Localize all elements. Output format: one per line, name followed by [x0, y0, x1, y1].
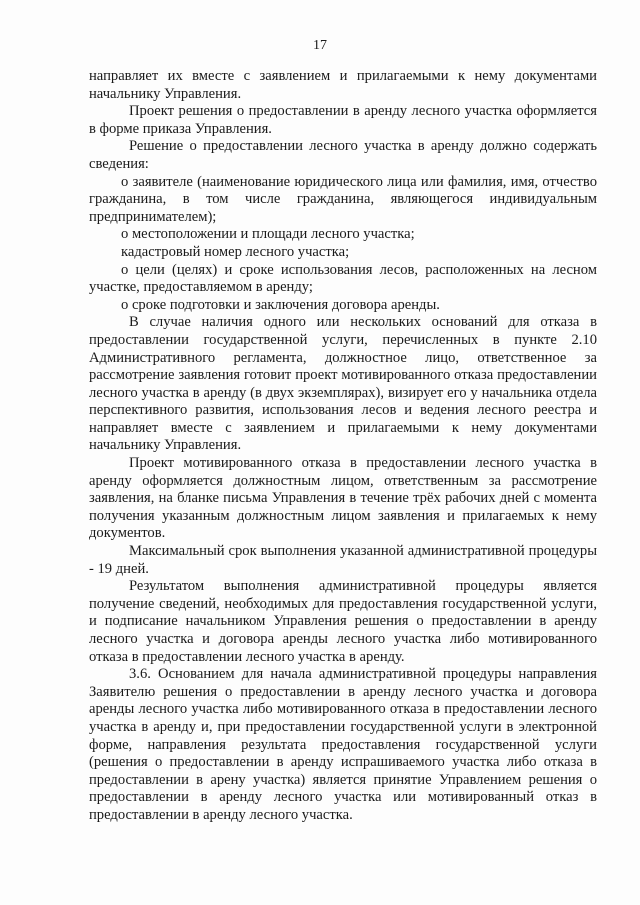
document-body	[89, 68, 597, 825]
list-item: кадастровый номер лесного участка;	[121, 243, 350, 260]
paragraph: Максимальный срок выполнения указанной административной процедуры - 19 дней.	[89, 543, 597, 577]
paragraph: Решение о предоставлении лесного участка в аренду должно содержать сведения:	[89, 138, 597, 172]
page-number: 17	[313, 38, 327, 53]
paragraph: направляет их вместе с заявлением и прилагаемыми к нему документами начальнику Управления.	[89, 68, 597, 102]
paragraph: Результатом выполнения административной процедуры является получение сведений, необходимых для предоставления государственной услуги, и подписание начальником Управления решения о предоставлении в аренду лесного участка и договора аренды лесного участка либо мотивированного отказа в предоставлении лесного участка в аренду.	[89, 578, 597, 665]
paragraph: В случае наличия одного или нескольких оснований для отказа в предоставлении государственной услуги, перечисленных в пункте 2.10 Административного регламента, должностное лицо, ответственное за рассмотрение заявления готовит проект мотивированного отказа предоставлении лесного участка в аренду (в двух экземплярах), визирует его у начальника отдела перспективного развития, использования лесов и ведения лесного реестра и направляет вместе с заявлением и прилагаемыми к нему документами начальнику Управления.	[89, 314, 597, 454]
list-item: о сроке подготовки и заключения договора аренды.	[121, 296, 440, 313]
list-item: о заявителе (наименование юридического лица или фамилия, имя, отчество гражданина, в том числе гражданина, являющегося индивидуальным предпринимателем);	[89, 173, 597, 225]
section-paragraph: 3.6. Основанием для начала административной процедуры направления Заявителю решения о предоставлении в аренду лесного участка и договора аренды лесного участка либо мотивированного отказа в предоставлении лесного участка в аренду и, при предоставлении государственной услуги в электронной форме, направления результата предоставления государственной услуги (решения о предоставлении в аренду испрашиваемого участка либо отказа в предоставлении в арену участка) является принятие Управлением решения о предоставлении в аренду лесного участка или мотивированный отказ в предоставлении в аренду лесного участка.	[89, 666, 597, 823]
list-item: о цели (целях) и сроке использования лесов, расположенных на лесном участке, предоставляемом в аренду;	[89, 261, 597, 296]
paragraph: Проект мотивированного отказа в предоставлении лесного участка в аренду оформляется должностным лицом, ответственным за рассмотрение заявления, на бланке письма Управления в течение трёх рабочих дней с момента получения указанным должностным лицом заявления и прилагаемых к нему документов.	[89, 455, 597, 542]
list-item: о местоположении и площади лесного участка;	[121, 226, 415, 243]
paragraph: Проект решения о предоставлении в аренду лесного участка оформляется в форме приказа Управления.	[89, 103, 597, 137]
